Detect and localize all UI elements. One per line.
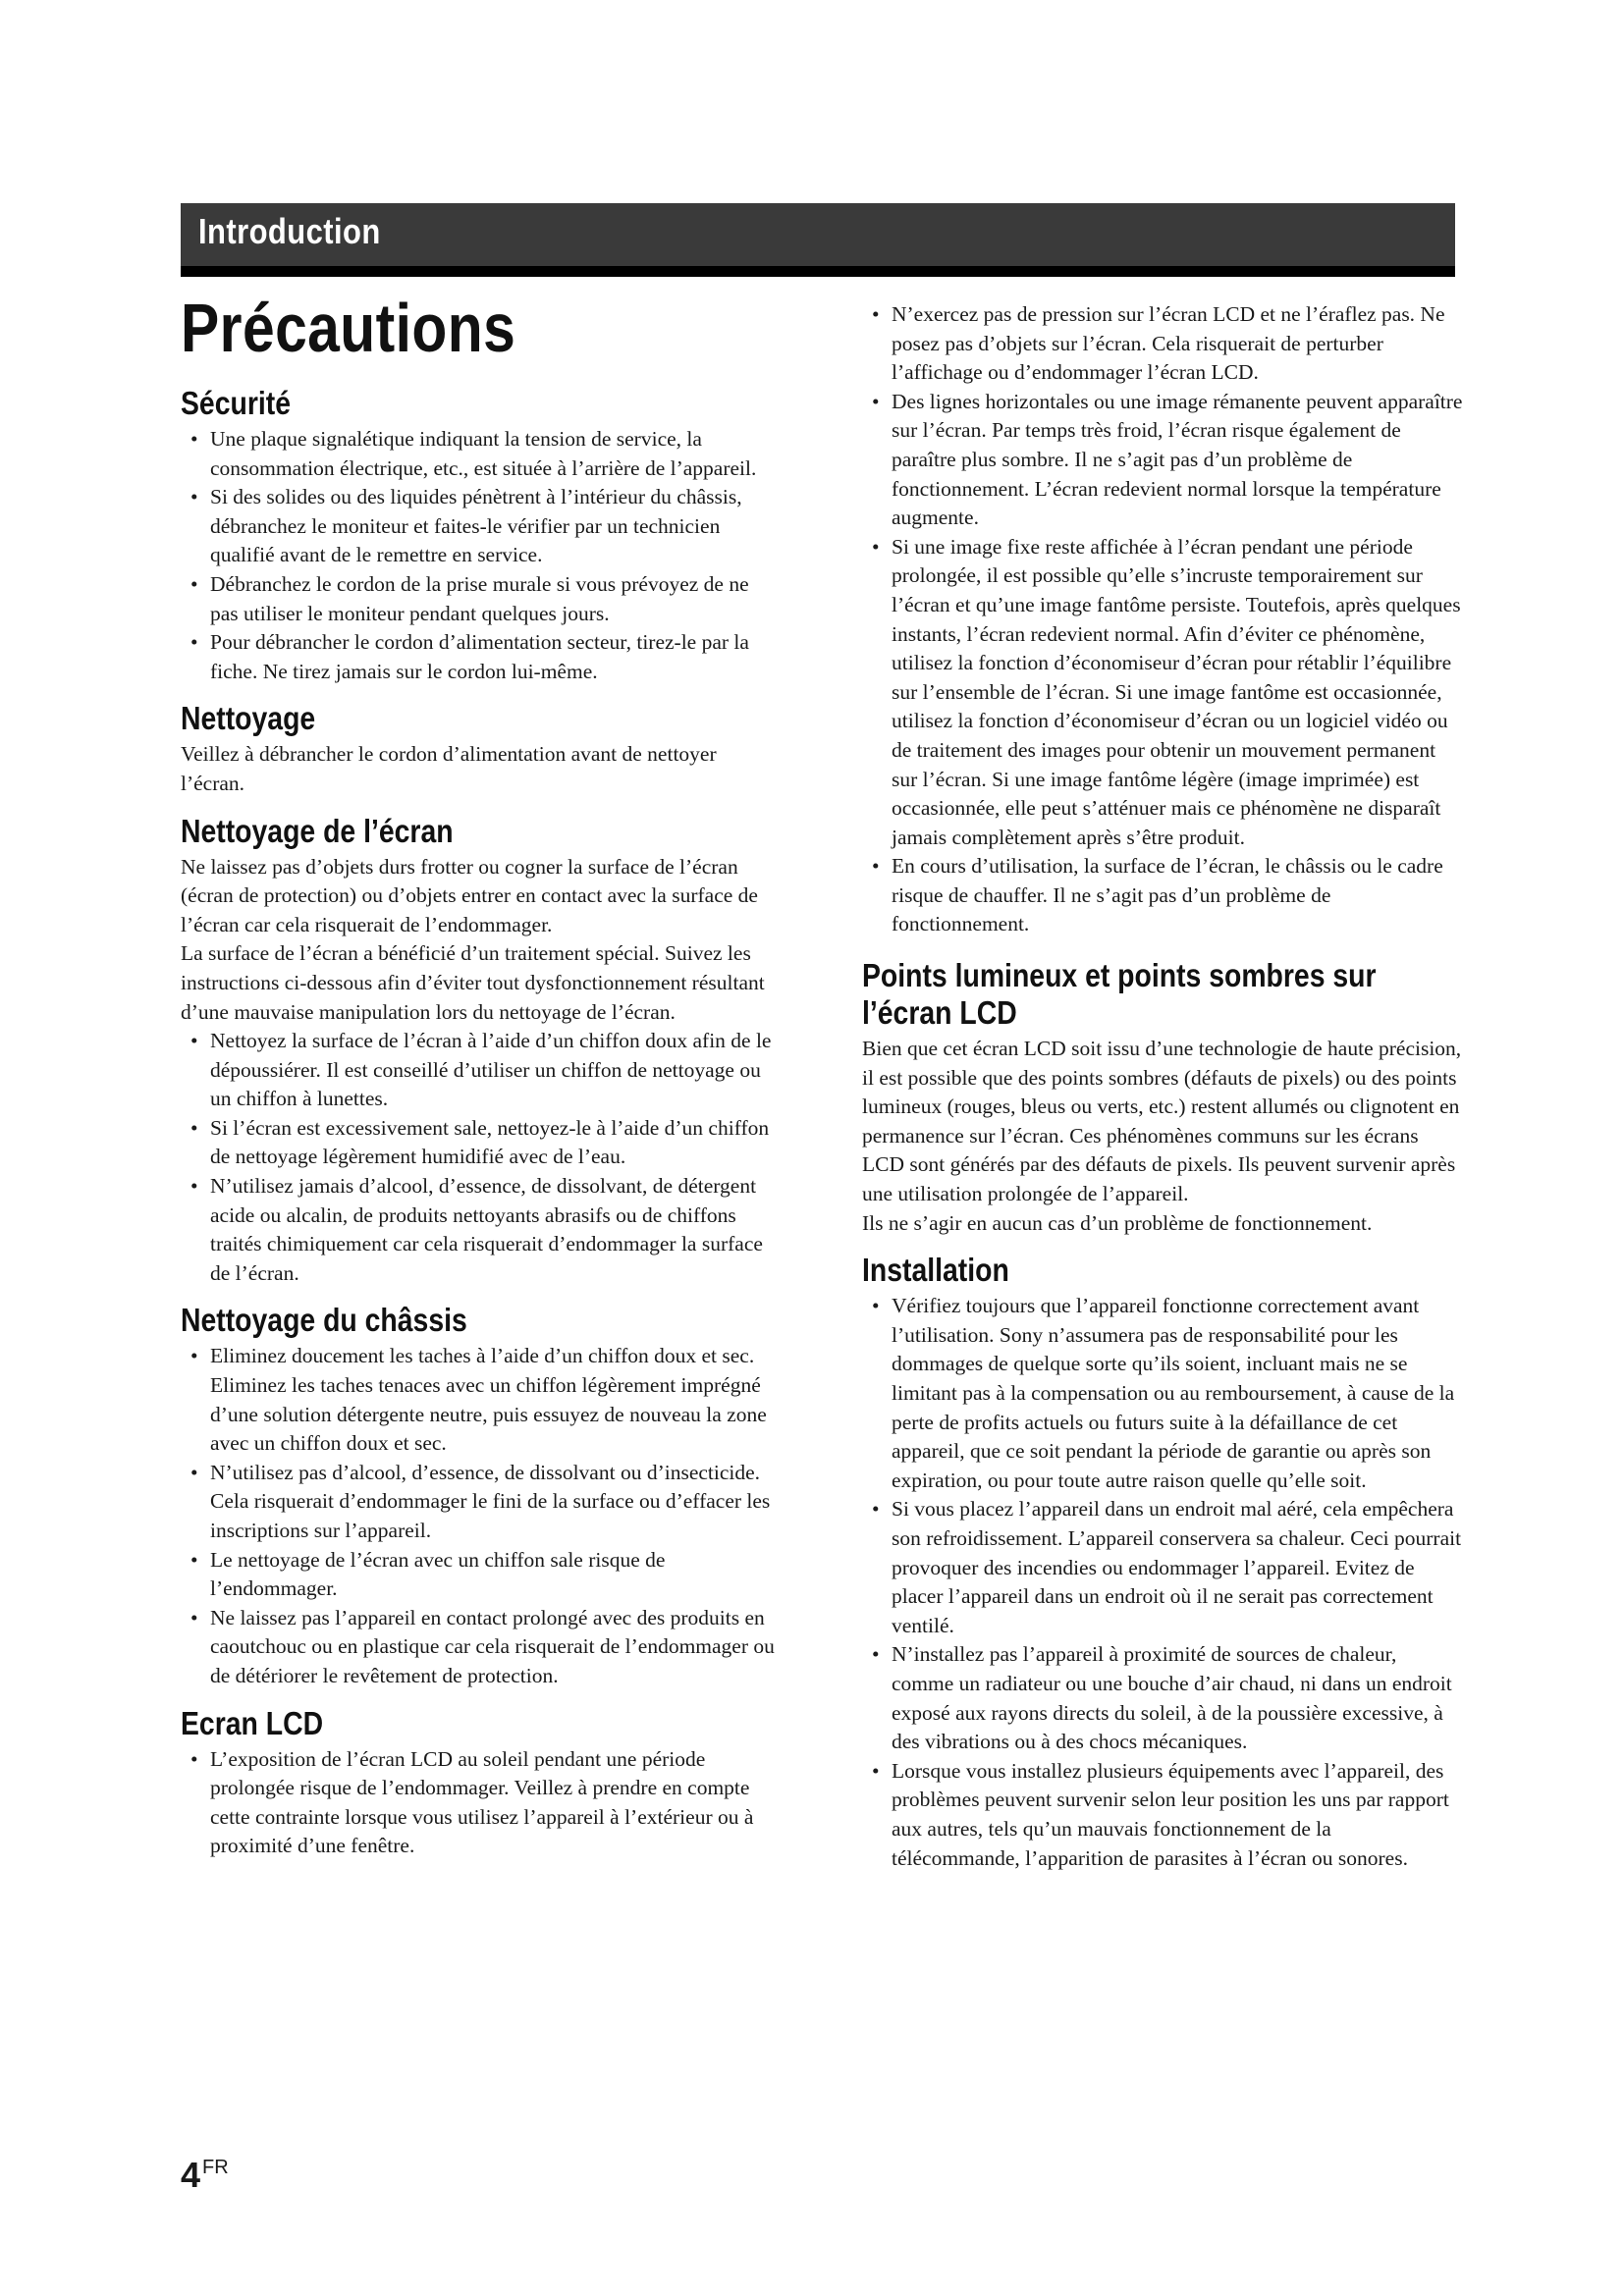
heading-securite: Sécurité xyxy=(181,385,292,421)
section-ecran-lcd-continued xyxy=(862,300,1463,939)
list-item: • Ne laissez pas l’appareil en contact prolongé avec des produits en caoutchouc ou en plastique car cela risquerait de l’endommager ou de détériorer le revêtement de protection. xyxy=(181,1604,782,1691)
list-item: • N’utilisez jamais d’alcool, d’essence, de dissolvant, de détergent acide ou alcalin, de produits nettoyants abrasifs ou de chiffons traités chimiquement car cela risquerait d’endommager la surface de l’écran. xyxy=(181,1172,782,1288)
heading-nettoyage: Nettoyage xyxy=(181,700,316,737)
heading-ecran-lcd: Ecran LCD xyxy=(181,1704,324,1741)
ecran-lcd-continued-list xyxy=(862,300,1463,939)
section-securite xyxy=(181,385,782,686)
list-item: • Pour débrancher le cordon d’alimentation secteur, tirez-le par la fiche. Ne tirez jamais sur le cordon lui-même. xyxy=(181,628,782,686)
heading-points: Points lumineux et points sombres sur l’écran LCD xyxy=(862,957,1377,1032)
section-nettoyage-ecran xyxy=(181,813,782,1289)
page-number-suffix: FR xyxy=(202,2157,229,2178)
section-nettoyage xyxy=(181,700,782,798)
heading-installation: Installation xyxy=(862,1252,1009,1289)
ecran-lcd-list xyxy=(181,1745,782,1861)
right-column xyxy=(862,300,1463,1873)
list-item: • N’installez pas l’appareil à proximité de sources de chaleur, comme un radiateur ou une bouche d’air chaud, ni dans un endroit exposé aux rayons directs du soleil, à de la poussière excessive, à des vibrations ou à des chocs mécaniques. xyxy=(862,1640,1463,1756)
section-installation xyxy=(862,1252,1463,1873)
section-header-bar xyxy=(181,203,1455,266)
nettoyage-ecran-para2: La surface de l’écran a bénéficié d’un traitement spécial. Suivez les instructions ci-dessous afin d’éviter tout dysfonctionnement résultant d’une mauvaise manipulation lors du nettoyage de l’écran. xyxy=(181,941,765,1024)
section-header-label: Introduction xyxy=(198,211,381,251)
installation-list xyxy=(862,1292,1463,1873)
left-column xyxy=(181,385,782,1861)
list-item: • Si des solides ou des liquides pénètrent à l’intérieur du châssis, débranchez le moniteur et faites-le vérifier par un technicien qualifié avant de le remettre en service. xyxy=(181,483,782,570)
heading-nettoyage-ecran: Nettoyage de l’écran xyxy=(181,812,454,849)
page-number-value: 4 xyxy=(181,2155,201,2195)
heading-nettoyage-chassis: Nettoyage du châssis xyxy=(181,1302,467,1339)
list-item: • Des lignes horizontales ou une image rémanente peuvent apparaître sur l’écran. Par temps très froid, l’écran risque également de paraître plus sombre. Il ne s’agit pas d’un problème de fonctionnement. L’écran redevient normal lorsque la température augmente. xyxy=(862,388,1463,533)
list-item: • Si une image fixe reste affichée à l’écran pendant une période prolongée, il est possible qu’elle s’incruste temporairement sur l’écran et qu’une image fantôme persiste. Toutefois, après quelques instants, l’écran redevient normal. Afin d’éviter ce phénomène, utilisez la fonction d’économiseur d’écran pour rétablir l’équilibre sur l’ensemble de l’écran. Si une image fantôme est occasionnée, utilisez la fonction d’économiseur d’écran ou un logiciel vidéo ou de traitement des images pour obtenir un mouvement permanent sur l’écran. Si une image fantôme légère (image imprimée) est occasionnée, elle peut s’atténuer mais ce phénomène ne disparaît jamais complètement après s’être produit. xyxy=(862,533,1463,853)
list-item: • Vérifiez toujours que l’appareil fonctionne correctement avant l’utilisation. Sony n’assumera pas de responsabilité pour les dommages de quelque sorte qu’ils soient, incluant mais ne se limitant pas à la compensation ou au remboursement, à cause de la perte de profits actuels ou futurs suite à la défaillance de cet appareil, que ce soit pendant la période de garantie ou après son expiration, ou pour toute autre raison quelle qu’elle soit. xyxy=(862,1292,1463,1495)
list-item: • L’exposition de l’écran LCD au soleil pendant une période prolongée risque de l’endommager. Veillez à prendre en compte cette contrainte lorsque vous utilisez l’appareil à l’extérieur ou à proximité d’une fenêtre. xyxy=(181,1745,782,1861)
list-item: • N’exercez pas de pression sur l’écran LCD et ne l’éraflez pas. Ne posez pas d’objets sur l’écran. Cela risquerait de perturber l’affichage ou d’endommager l’écran LCD. xyxy=(862,300,1463,388)
securite-list xyxy=(181,425,782,686)
list-item: • Eliminez doucement les taches à l’aide d’un chiffon doux et sec. Eliminez les taches tenaces avec un chiffon légèrement imprégné d’une solution détergente neutre, puis essuyez de nouveau la zone avec un chiffon doux et sec. xyxy=(181,1342,782,1458)
list-item: • Une plaque signalétique indiquant la tension de service, la consommation électrique, etc., est située à l’arrière de l’appareil. xyxy=(181,425,782,483)
list-item: • Débranchez le cordon de la prise murale si vous prévoyez de ne pas utiliser le moniteur pendant quelques jours. xyxy=(181,570,782,628)
list-item: • Nettoyez la surface de l’écran à l’aide d’un chiffon doux afin de le dépoussiérer. Il est conseillé d’utiliser un chiffon de nettoyage ou un chiffon à lunettes. xyxy=(181,1027,782,1114)
list-item: • Le nettoyage de l’écran avec un chiffon sale risque de l’endommager. xyxy=(181,1546,782,1604)
list-item: • N’utilisez pas d’alcool, d’essence, de dissolvant ou d’insecticide. Cela risquerait d’endommager le fini de la surface ou d’effacer les inscriptions sur l’appareil. xyxy=(181,1459,782,1546)
page-title: Précautions xyxy=(181,290,516,366)
nettoyage-ecran-list xyxy=(181,1027,782,1288)
list-item: • Si l’écran est excessivement sale, nettoyez-le à l’aide d’un chiffon de nettoyage légèrement humidifié avec de l’eau. xyxy=(181,1114,782,1172)
section-ecran-lcd xyxy=(181,1705,782,1861)
nettoyage-chassis-list xyxy=(181,1342,782,1690)
list-item: • En cours d’utilisation, la surface de l’écran, le châssis ou le cadre risque de chauffer. Il ne s’agit pas d’un problème de fonctionnement. xyxy=(862,852,1463,939)
list-item: • Lorsque vous installez plusieurs équipements avec l’appareil, des problèmes peuvent survenir selon leur position les uns par rapport aux autres, tels qu’un mauvais fonctionnement de la télécommande, l’apparition de parasites à l’écran ou sonores. xyxy=(862,1757,1463,1873)
list-item: • Si vous placez l’appareil dans un endroit mal aéré, cela empêchera son refroidissement. L’appareil conservera sa chaleur. Ceci pourrait provoquer des incendies ou endommager l’appareil. Evitez de placer l’appareil dans un endroit où il ne serait pas correctement ventilé. xyxy=(862,1495,1463,1640)
points-para2: Ils ne s’agir en aucun cas d’un problème de fonctionnement. xyxy=(862,1210,1373,1235)
nettoyage-ecran-para1: Ne laissez pas d’objets durs frotter ou cogner la surface de l’écran (écran de protection) ou d’objets entrer en contact avec la surface de l’écran car cela risquerait de l’endommager. xyxy=(181,854,758,936)
nettoyage-text: Veillez à débrancher le cordon d’alimentation avant de nettoyer l’écran. xyxy=(181,742,717,795)
section-points xyxy=(862,957,1463,1238)
points-para1: Bien que cet écran LCD soit issu d’une technologie de haute précision, il est possible que des points sombres (défauts de pixels) ou des points lumineux (rouges, bleus ou verts, etc.) restent allumés ou clignotent en permanence sur l’écran. Ces phénomènes communs sur les écrans LCD sont générés par des défauts de pixels. Ils peuvent survenir après une utilisation prolongée de l’appareil. xyxy=(862,1037,1462,1206)
header-rule xyxy=(181,266,1455,277)
page-number xyxy=(181,2155,229,2196)
section-nettoyage-chassis xyxy=(181,1302,782,1690)
